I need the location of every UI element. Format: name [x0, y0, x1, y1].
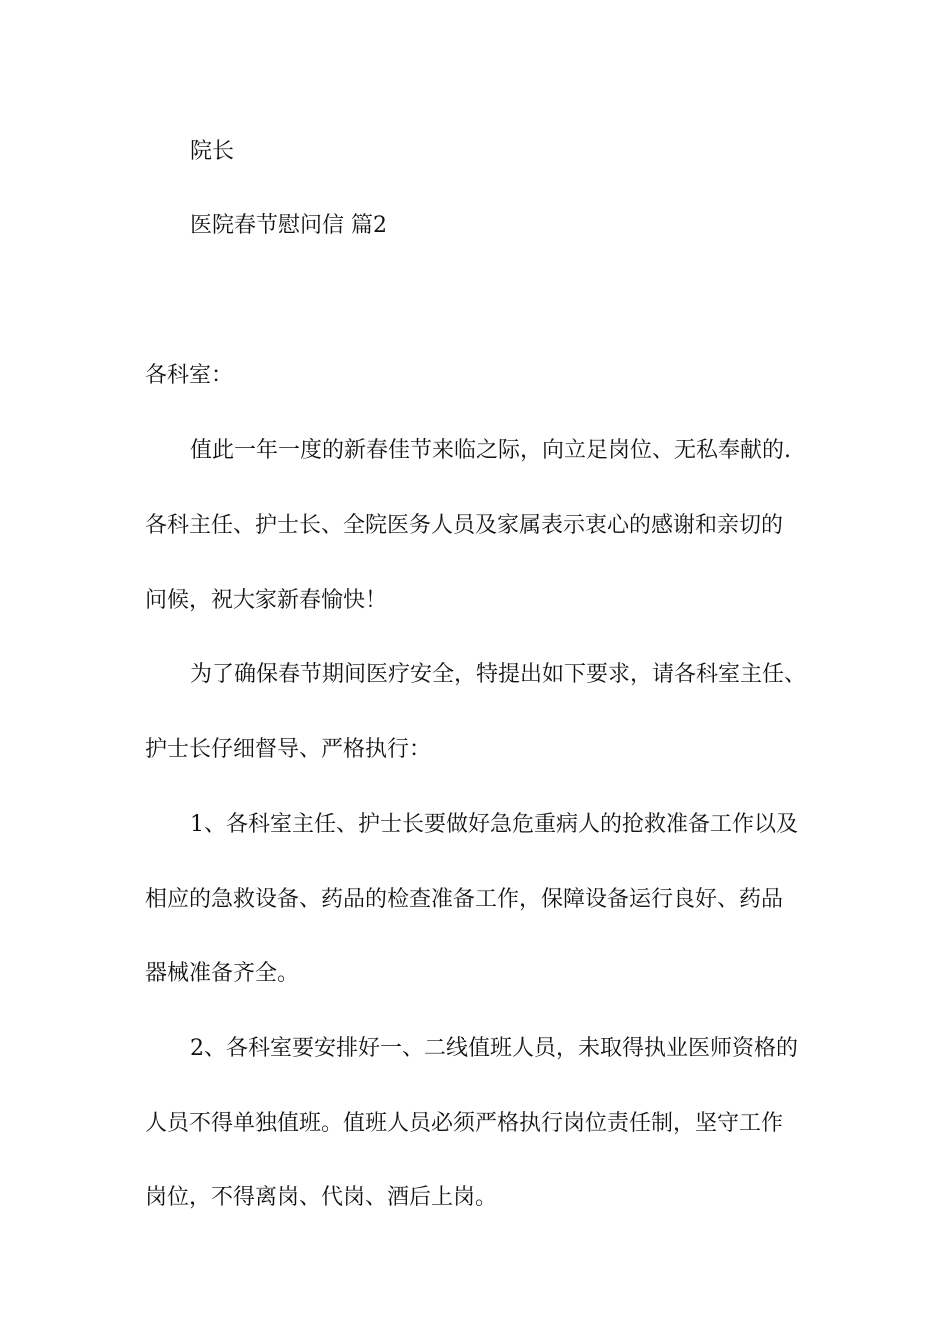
paragraph-line: 各科主任、护士长、全院医务人员及家属表示衷心的感谢和亲切的: [145, 513, 784, 538]
paragraph-line: 岗位，不得离岗、代岗、酒后上岗。: [145, 1185, 498, 1210]
paragraph-line: 护士长仔细督导、严格执行：: [145, 737, 432, 762]
paragraph-line: 相应的急救设备、药品的检查准备工作，保障设备运行良好、药品: [145, 887, 784, 912]
paragraph-line: 器械准备齐全。: [145, 961, 300, 986]
section-title: 医院春节慰问信 篇2: [190, 213, 387, 238]
signature-line: 院长: [190, 139, 235, 164]
paragraph-line: 2、各科室要安排好一、二线值班人员，未取得执业医师资格的: [190, 1036, 798, 1061]
paragraph-line: 为了确保春节期间医疗安全，特提出如下要求，请各科室主任、: [190, 662, 807, 687]
paragraph-line: 1、各科室主任、护士长要做好急危重病人的抢救准备工作以及: [190, 812, 798, 837]
paragraph-line: 人员不得单独值班。值班人员必须严格执行岗位责任制，坚守工作: [145, 1111, 784, 1136]
paragraph-line: 值此一年一度的新春佳节来临之际，向立足岗位、无私奉献的.: [190, 438, 791, 463]
paragraph-line: 问候，祝大家新春愉快！: [145, 588, 388, 613]
salutation: 各科室：: [145, 363, 234, 388]
